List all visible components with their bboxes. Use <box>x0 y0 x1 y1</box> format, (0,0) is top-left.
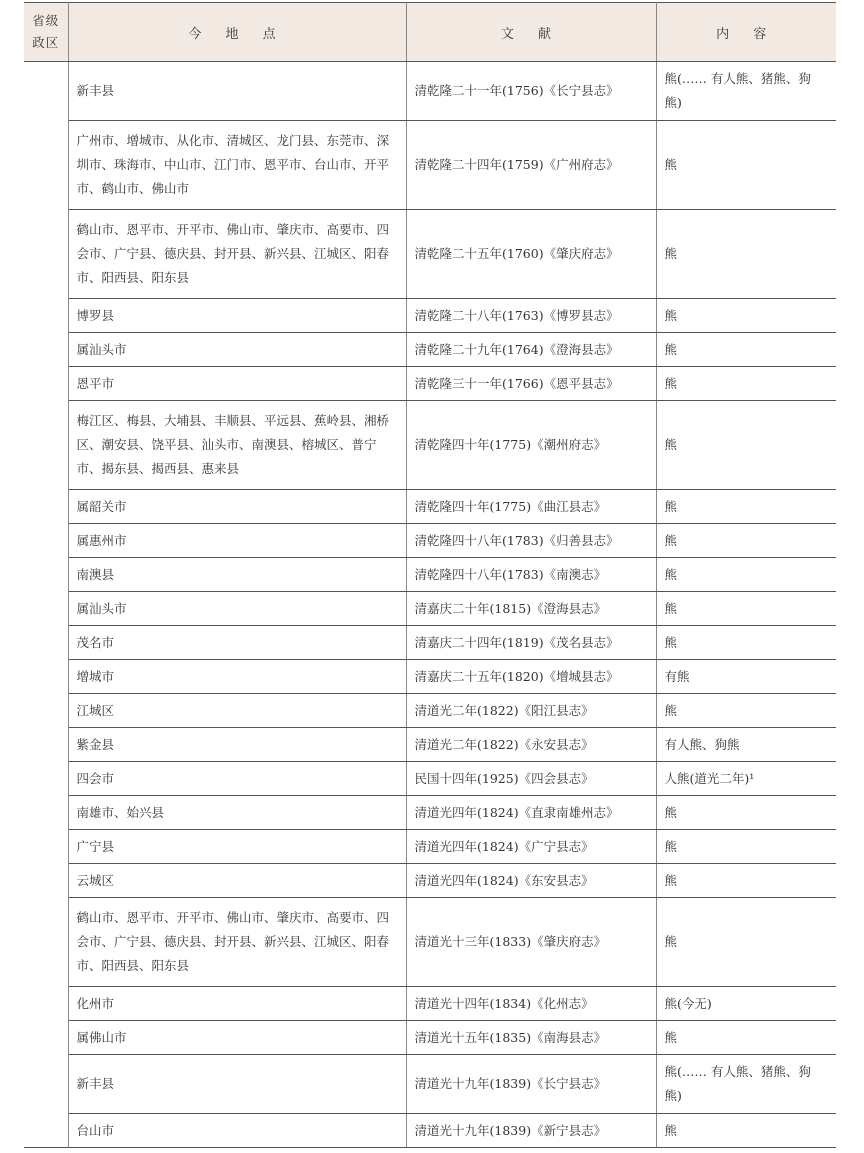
table-body <box>24 62 836 1148</box>
header-place: 今 地 点 <box>68 3 406 62</box>
content-cell: 熊 <box>656 524 836 558</box>
table-row <box>24 401 836 490</box>
document-cell: 清道光四年(1824)《直隶南雄州志》 <box>406 796 656 830</box>
document-cell: 清道光十三年(1833)《肇庆府志》 <box>406 898 656 987</box>
place-cell: 属惠州市 <box>68 524 406 558</box>
document-cell: 清乾隆二十一年(1756)《长宁县志》 <box>406 62 656 121</box>
place-cell: 新丰县 <box>68 1055 406 1114</box>
content-cell: 熊 <box>656 210 836 299</box>
content-cell: 熊 <box>656 898 836 987</box>
document-cell: 清道光十五年(1835)《南海县志》 <box>406 1021 656 1055</box>
document-cell: 清乾隆二十九年(1764)《澄海县志》 <box>406 333 656 367</box>
place-cell: 紫金县 <box>68 728 406 762</box>
table-row <box>24 524 836 558</box>
document-cell: 民国十四年(1925)《四会县志》 <box>406 762 656 796</box>
table-row <box>24 694 836 728</box>
place-cell: 南澳县 <box>68 558 406 592</box>
document-cell: 清嘉庆二十年(1815)《澄海县志》 <box>406 592 656 626</box>
document-cell: 清道光十四年(1834)《化州志》 <box>406 987 656 1021</box>
table-container <box>24 2 836 1148</box>
table-row <box>24 299 836 333</box>
place-cell: 鹤山市、恩平市、开平市、佛山市、肇庆市、高要市、四会市、广宁县、德庆县、封开县、新兴县、江城区、阳春市、阳西县、阳东县 <box>68 210 406 299</box>
place-cell: 新丰县 <box>68 62 406 121</box>
place-cell: 属汕头市 <box>68 592 406 626</box>
document-cell: 清乾隆四十年(1775)《潮州府志》 <box>406 401 656 490</box>
place-cell: 梅江区、梅县、大埔县、丰顺县、平远县、蕉岭县、湘桥区、潮安县、饶平县、汕头市、南澳县、榕城区、普宁市、揭东县、揭西县、惠来县 <box>68 401 406 490</box>
document-cell: 清道光四年(1824)《广宁县志》 <box>406 830 656 864</box>
table-row <box>24 367 836 401</box>
place-cell: 恩平市 <box>68 367 406 401</box>
table-row <box>24 898 836 987</box>
place-cell: 广宁县 <box>68 830 406 864</box>
table-header-row <box>24 3 836 62</box>
content-cell: 熊 <box>656 796 836 830</box>
document-cell: 清道光四年(1824)《东安县志》 <box>406 864 656 898</box>
document-cell: 清嘉庆二十五年(1820)《增城县志》 <box>406 660 656 694</box>
table-row <box>24 796 836 830</box>
content-cell: 熊(…… 有人熊、猪熊、狗熊) <box>656 62 836 121</box>
table-row <box>24 1055 836 1114</box>
table-row <box>24 592 836 626</box>
table-row <box>24 864 836 898</box>
table-row <box>24 660 836 694</box>
place-cell: 茂名市 <box>68 626 406 660</box>
place-cell: 博罗县 <box>68 299 406 333</box>
table-row <box>24 830 836 864</box>
content-cell: 熊 <box>656 830 836 864</box>
header-document: 文 献 <box>406 3 656 62</box>
document-cell: 清道光十九年(1839)《新宁县志》 <box>406 1114 656 1148</box>
content-cell: 熊 <box>656 299 836 333</box>
header-province-label: 省级 政区 <box>32 13 60 50</box>
province-cell <box>24 62 68 1148</box>
place-cell: 广州市、增城市、从化市、清城区、龙门县、东莞市、深圳市、珠海市、中山市、江门市、恩平市、台山市、开平市、鹤山市、佛山市 <box>68 121 406 210</box>
document-cell: 清乾隆三十一年(1766)《恩平县志》 <box>406 367 656 401</box>
document-cell: 清乾隆二十八年(1763)《博罗县志》 <box>406 299 656 333</box>
content-cell: 熊(…… 有人熊、猪熊、狗熊) <box>656 1055 836 1114</box>
place-cell: 属佛山市 <box>68 1021 406 1055</box>
table-row <box>24 210 836 299</box>
content-cell: 人熊(道光二年)¹ <box>656 762 836 796</box>
content-cell: 熊 <box>656 694 836 728</box>
table-row <box>24 1114 836 1148</box>
header-content: 内 容 <box>656 3 836 62</box>
place-cell: 南雄市、始兴县 <box>68 796 406 830</box>
place-cell: 属韶关市 <box>68 490 406 524</box>
content-cell: 熊 <box>656 490 836 524</box>
content-cell: 熊 <box>656 367 836 401</box>
document-cell: 清道光十九年(1839)《长宁县志》 <box>406 1055 656 1114</box>
content-cell: 熊(今无) <box>656 987 836 1021</box>
document-cell: 清乾隆二十四年(1759)《广州府志》 <box>406 121 656 210</box>
table-row <box>24 987 836 1021</box>
table-row <box>24 762 836 796</box>
content-cell: 熊 <box>656 558 836 592</box>
document-cell: 清乾隆二十五年(1760)《肇庆府志》 <box>406 210 656 299</box>
table-row <box>24 490 836 524</box>
content-cell: 熊 <box>656 121 836 210</box>
document-cell: 清道光二年(1822)《阳江县志》 <box>406 694 656 728</box>
table-row <box>24 333 836 367</box>
content-cell: 熊 <box>656 626 836 660</box>
content-cell: 熊 <box>656 1114 836 1148</box>
place-cell: 云城区 <box>68 864 406 898</box>
place-cell: 四会市 <box>68 762 406 796</box>
document-cell: 清乾隆四十八年(1783)《南澳志》 <box>406 558 656 592</box>
table-row <box>24 626 836 660</box>
table-row <box>24 121 836 210</box>
place-cell: 属汕头市 <box>68 333 406 367</box>
document-cell: 清嘉庆二十四年(1819)《茂名县志》 <box>406 626 656 660</box>
document-cell: 清乾隆四十年(1775)《曲江县志》 <box>406 490 656 524</box>
place-cell: 鹤山市、恩平市、开平市、佛山市、肇庆市、高要市、四会市、广宁县、德庆县、封开县、新兴县、江城区、阳春市、阳西县、阳东县 <box>68 898 406 987</box>
place-cell: 江城区 <box>68 694 406 728</box>
table-row <box>24 558 836 592</box>
content-cell: 熊 <box>656 864 836 898</box>
table-row <box>24 728 836 762</box>
table-row <box>24 1021 836 1055</box>
content-cell: 熊 <box>656 1021 836 1055</box>
header-province <box>24 3 68 62</box>
content-cell: 熊 <box>656 401 836 490</box>
content-cell: 熊 <box>656 592 836 626</box>
place-cell: 增城市 <box>68 660 406 694</box>
place-cell: 台山市 <box>68 1114 406 1148</box>
document-cell: 清道光二年(1822)《永安县志》 <box>406 728 656 762</box>
table-row <box>24 62 836 121</box>
place-cell: 化州市 <box>68 987 406 1021</box>
document-cell: 清乾隆四十八年(1783)《归善县志》 <box>406 524 656 558</box>
content-cell: 熊 <box>656 333 836 367</box>
content-cell: 有熊 <box>656 660 836 694</box>
records-table <box>24 2 836 1148</box>
content-cell: 有人熊、狗熊 <box>656 728 836 762</box>
